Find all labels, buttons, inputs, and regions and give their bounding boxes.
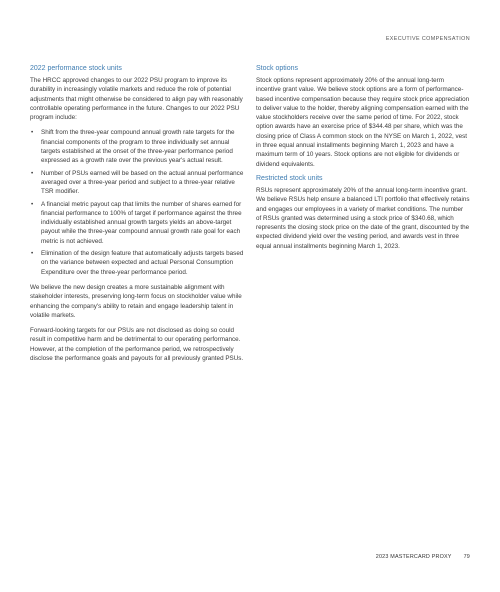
rsu-heading: Restricted stock units xyxy=(256,174,323,182)
psu-design-paragraph: We believe the new design creates a more sustainable alignment with stakeholder interests, preserving long-term focus on stockholder value while enhancing the company's ability to retain and engage leadership talent in volatile markets. xyxy=(30,283,242,319)
psu-intro: The HRCC approved changes to our 2022 PSU program to improve its durability in increasingly volatile markets and reduce the role of potential adjustments that might otherwise be considered to align pay with reasonably controllable operating performance in the future. Changes to our 2022 PSU program include: xyxy=(30,77,243,122)
left-column xyxy=(30,65,244,369)
bullet-icon: • xyxy=(31,200,34,208)
bullet-icon: • xyxy=(31,169,34,177)
bullet-icon: • xyxy=(31,250,34,258)
stock-options-paragraph: Stock options represent approximately 20% of the annual long-term incentive grant value. We believe stock options are a form of performance-based incentive compensation because they require stock price appreciation to deliver value to the holder, thereby aligning compensation earned with the value stockholders receive over the same period of time. For 2022, stock option awards have an exercise price of $344.48 per share, which was the closing price of Class A common stock on the NYSE on March 1, 2022, vest in three equal annual installments beginning March 1, 2023 and have a maximum term of 10 years. Stock options are not eligible for dividends or dividend equivalents. xyxy=(256,77,470,168)
right-column xyxy=(256,65,470,257)
stock-options-heading: Stock options xyxy=(256,65,299,72)
section-header: EXECUTIVE COMPENSATION xyxy=(385,36,470,42)
page-number: 79 xyxy=(463,554,470,560)
psu-targets-paragraph: Forward-looking targets for our PSUs are not disclosed as doing so could result in competitive harm and be detrimental to our operating performance. However, at the completion of the performance period, we retrospectively disclose the performance goals and payouts for all previously granted PSUs. xyxy=(30,327,244,363)
list-item: • A financial metric payout cap that limits the number of shares earned for financial performance to 100% of target if performance against the three individually established annual growth targets yields an above-target payout while the three-year compound annual growth rate goal for each metric is not achieved. xyxy=(31,200,242,245)
page-footer xyxy=(376,554,470,560)
list-item: • Elimination of the design feature that automatically adjusts targets based on the variance between expected and actual Personal Consumption Expenditure over the three-year performance period. xyxy=(31,250,244,276)
list-item: • Shift from the three-year compound annual growth rate targets for the financial components of the program to three individually set annual targets established at the onset of the three-year performance period expressed as a growth rate over the previous year's actual result. xyxy=(31,129,235,165)
rsu-paragraph: RSUs represent approximately 20% of the annual long-term incentive grant. We believe RSUs help ensure a balanced LTI portfolio that effectively retains and engages our employees in a variety of market conditions. The number of RSUs granted was determined using a stock price of $340.68, which represents the closing stock price on the date of the grant, discounted by the expected dividend yield over the vesting period, and awards vest in three equal annual installments beginning March 1, 2023. xyxy=(256,186,470,250)
footer-doc-title: 2023 MASTERCARD PROXY xyxy=(375,554,452,560)
psu-heading: 2022 performance stock units xyxy=(30,65,122,72)
bullet-icon: • xyxy=(31,129,34,137)
list-item: • Number of PSUs earned will be based on the actual annual performance averaged over a three-year period and subject to a three-year relative TSR modifier. xyxy=(31,169,244,196)
psu-changes-list xyxy=(30,128,244,276)
